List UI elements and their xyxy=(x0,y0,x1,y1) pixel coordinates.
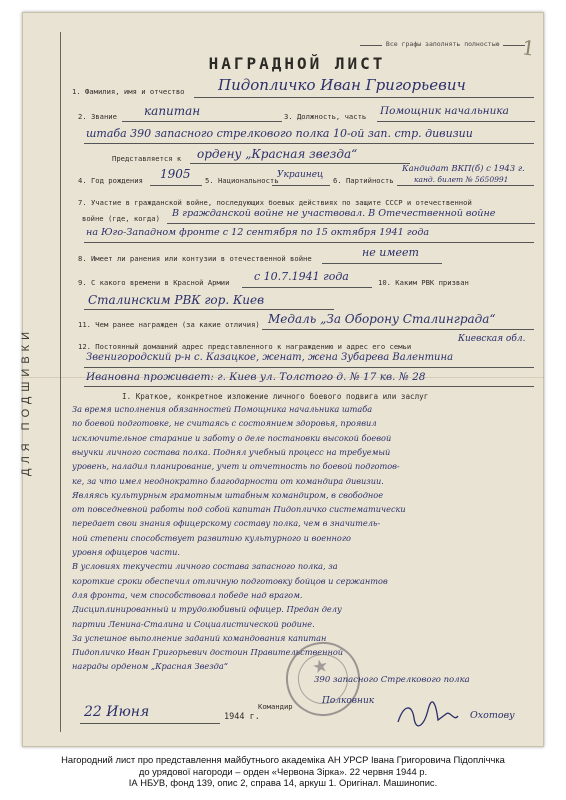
field-1-underline xyxy=(194,97,534,98)
field-3-value-a: Помощник начальника xyxy=(380,105,509,117)
field-12-underline-b xyxy=(84,367,534,368)
field-7-label-a: 7. Участие в гражданской войне, последующих боевых действиях по защите СССР и отечественной xyxy=(78,198,472,207)
narrative-line: За время исполнения обязанностей Помощника начальника штаба xyxy=(72,404,373,414)
header-note-text: Все графы заполнять полностью xyxy=(385,40,500,48)
field-7-underline-b xyxy=(84,242,534,243)
presented-underline xyxy=(190,163,410,164)
field-6-underline xyxy=(397,185,534,186)
field-6-value-b: канд. билет № 5650991 xyxy=(414,175,509,184)
header-note xyxy=(360,40,525,48)
field-3-label: 3. Должность, часть xyxy=(284,112,367,121)
field-12-value-c: Ивановна проживает: г. Киев ул. Толстого д. № 17 кв. № 28 xyxy=(86,371,426,383)
field-12-label: 12. Постоянный домашний адрес представленного к награждению и адрес его семьи xyxy=(78,342,412,351)
field-10-label: 10. Каким РВК призван xyxy=(378,278,469,287)
field-2-value: капитан xyxy=(144,104,201,118)
signature-name: Охотову xyxy=(470,710,515,721)
field-6-value-a: Кандидат ВКП(б) с 1943 г. xyxy=(402,164,525,174)
field-6-label: 6. Партийность xyxy=(333,176,394,185)
field-9-value: с 10.7.1941 года xyxy=(254,270,349,283)
field-3-underline-b xyxy=(84,143,534,144)
page-number: 1 xyxy=(520,35,537,61)
binding-margin-line xyxy=(60,32,61,732)
narrative-line: по боевой подготовке, не считаясь с состоянием здоровья, проявил xyxy=(72,418,377,429)
section-heading: I. Краткое, конкретное изложение личного боевого подвига или заслуг xyxy=(122,392,429,401)
field-2-label: 2. Звание xyxy=(78,112,117,121)
narrative-line: Дисциплинированный и трудолюбивый офицер. Предан делу xyxy=(72,604,342,615)
narrative-line: ке, за что имел неоднократно благодарности от командира дивизии. xyxy=(72,475,384,486)
presented-value: ордену „Красная звезда“ xyxy=(197,147,358,161)
narrative-line: За успешное выполнение заданий командования капитан xyxy=(72,632,327,643)
caption-line-3: ІА НБУВ, фонд 139, опис 2, справа 14, аркуш 1. Оригінал. Машинопис. xyxy=(128,777,438,788)
field-7-label-b: войне (где, когда) xyxy=(82,214,160,223)
field-12-value-a: Киевская обл. xyxy=(458,334,526,344)
field-7-value-a: В гражданской войне не участвовал. В Отечественной войне xyxy=(172,208,496,219)
field-10-value: Сталинским РВК гор. Киев xyxy=(88,293,265,307)
caption xyxy=(0,754,566,789)
narrative-line: ной степени способствует развитию культурного и военного xyxy=(72,532,351,543)
field-4-value: 1905 xyxy=(160,167,191,181)
field-3-value-b: штаба 390 запасного стрелкового полка 10-ой зап. стр. дивизии xyxy=(86,127,473,140)
rank-text: Полковник xyxy=(322,696,375,706)
field-4-underline xyxy=(150,185,202,186)
date-day: 22 Июня xyxy=(84,704,150,720)
narrative-line: от повседневной работы под собой капитан Пидопличко систематически xyxy=(72,504,406,515)
field-11-underline xyxy=(262,329,534,330)
field-3-underline-a xyxy=(377,121,535,122)
narrative-line: для фронта, чем способствовал победе над врагом. xyxy=(72,589,303,600)
narrative-line: Являясь культурным грамотным штабным командиром, в свободное xyxy=(72,489,384,500)
unit-text: 390 запасного Стрелкового полка xyxy=(314,675,470,685)
document-title: НАГРАДНОЙ ЛИСТ xyxy=(208,54,386,73)
field-8-value: не имеет xyxy=(362,246,419,259)
field-1-label: 1. Фамилия, имя и отчество xyxy=(72,87,185,96)
field-2-underline xyxy=(122,121,282,122)
field-9-underline xyxy=(242,287,372,288)
field-5-label: 5. Национальность xyxy=(205,176,279,185)
field-11-value: Медаль „За Оборону Сталинграда“ xyxy=(268,312,496,326)
binding-side-text: ДЛЯ ПОДШИВКИ xyxy=(20,327,32,477)
narrative-line: передает свои знания офицерскому составу полка, чем в значитель- xyxy=(72,518,381,529)
date-year: 1944 г. xyxy=(224,712,260,722)
field-8-label: 8. Имеет ли ранения или контузии в отечественной войне xyxy=(78,254,312,263)
narrative-line: уровня офицеров части. xyxy=(72,547,181,557)
narrative-line: уровень, наладил планирование, учет и отчетность по боевой подготов- xyxy=(72,461,400,472)
field-12-value-b: Звенигородский р-н с. Казацкое, женат, жена Зубарева Валентина xyxy=(86,352,454,363)
stamp-star-icon: ★ xyxy=(310,654,331,678)
field-7-value-b: на Юго-Западном фронте с 12 сентября по 15 октября 1941 года xyxy=(86,227,430,238)
field-7-underline-a xyxy=(167,223,535,224)
date-underline xyxy=(80,723,220,724)
award-sheet-paper xyxy=(22,12,544,747)
field-1-value: Пидопличко Иван Григорьевич xyxy=(218,76,466,94)
narrative-line: партии Ленина-Сталина и Социалистической родине. xyxy=(72,618,315,629)
caption-line-2: до урядової нагороди – орден «Червона Зірка». 22 червня 1944 р. xyxy=(138,765,428,777)
field-5-underline xyxy=(272,185,330,186)
narrative-line: короткие сроки обеспечил отличную подготовку бойцов и сержантов xyxy=(72,575,388,586)
commander-label: Командир xyxy=(258,702,293,711)
field-4-label: 4. Год рождения xyxy=(78,176,143,185)
narrative-line: В условиях текучести личного состава запасного полка, за xyxy=(72,561,338,572)
field-11-label: 11. Чем ранее награжден (за какие отличия) xyxy=(78,320,260,329)
field-9-label: 9. С какого времени в Красной Армии xyxy=(78,278,230,287)
narrative-line: выучки личного состава полка. Поднял учебный процесс на требуемый xyxy=(72,446,391,457)
narrative-line: Пидопличко Иван Григорьевич достоин Правительственной xyxy=(72,647,344,658)
narrative-line: исключительное старание и заботу о деле постановки высокой боевой xyxy=(72,432,392,443)
presented-label: Представляется к xyxy=(112,154,182,163)
field-5-value: Украинец xyxy=(277,170,324,180)
field-12-underline-c xyxy=(84,386,534,387)
field-10-underline xyxy=(84,309,334,310)
narrative-line: награды орденом „Красная Звезда“ xyxy=(72,661,228,672)
field-8-underline xyxy=(322,263,442,264)
caption-line-1: Нагородний лист про представлення майбутнього академіка АН УРСР Івана Григоровича Підопліччка xyxy=(61,754,505,765)
